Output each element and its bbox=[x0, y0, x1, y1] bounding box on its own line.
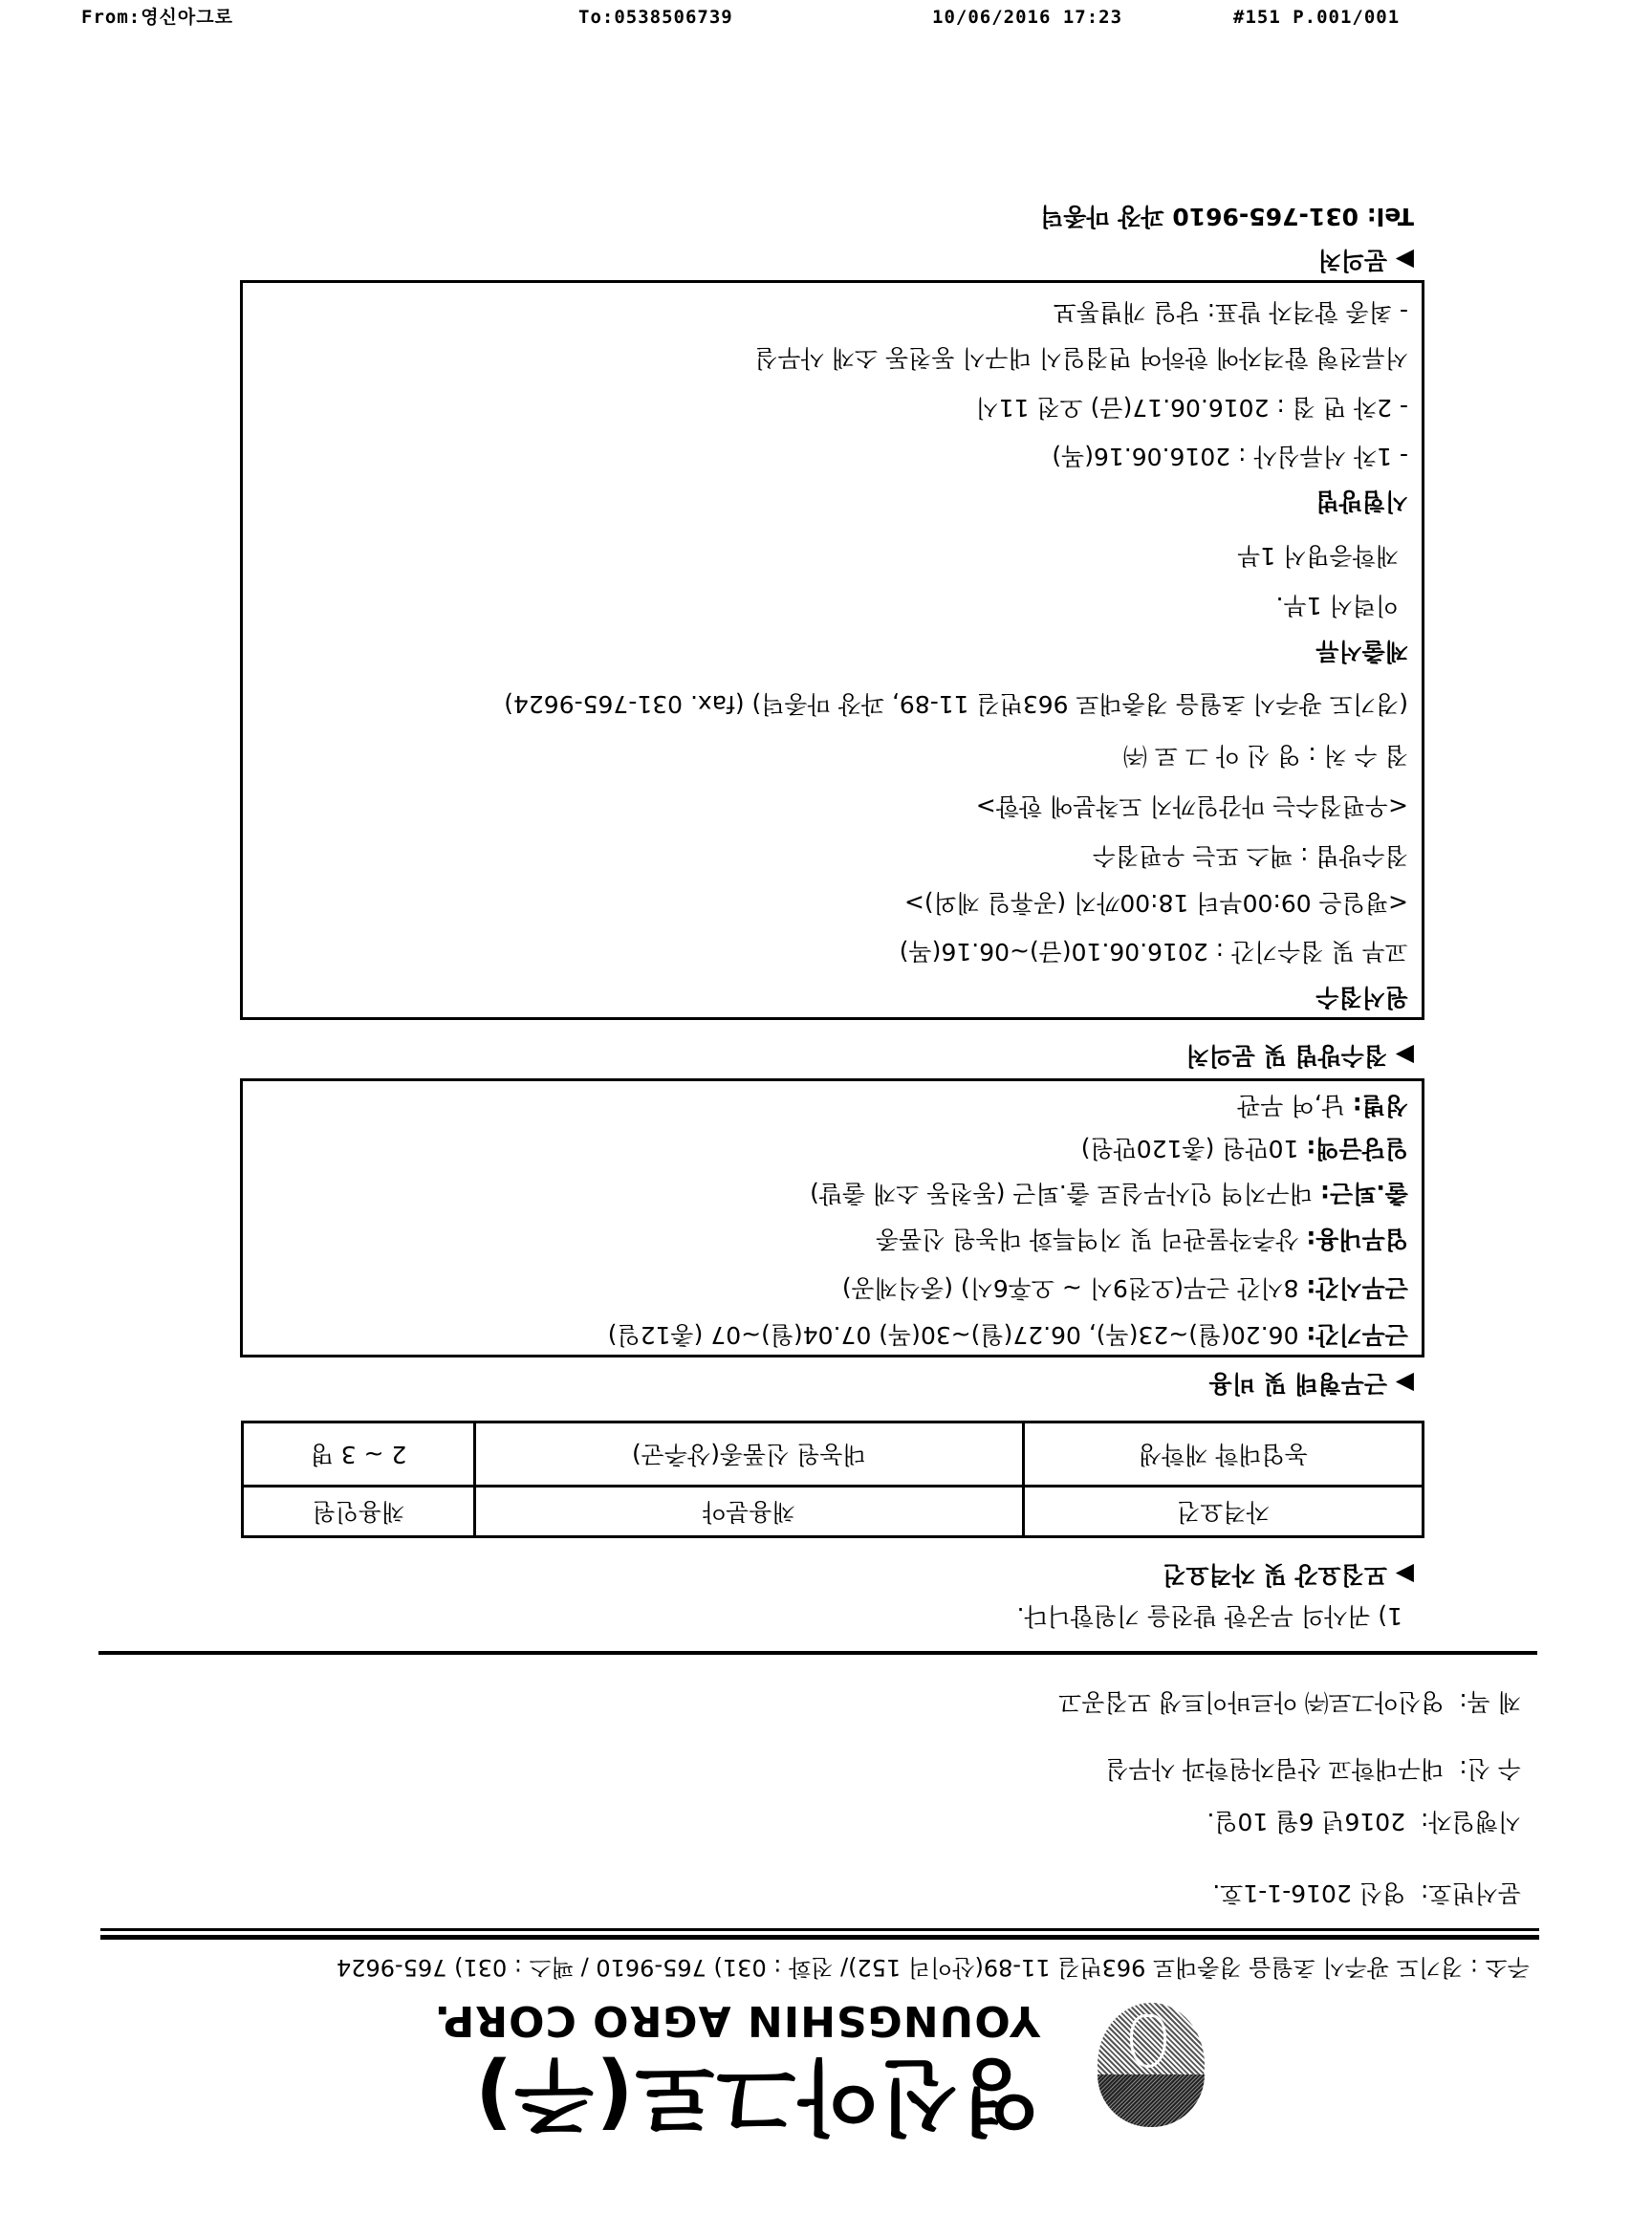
issue-date: 시행일자: 2016년 6월 10일. bbox=[1206, 1808, 1521, 1835]
document-item: 이력서 1부. bbox=[1275, 592, 1399, 619]
selection-heading: 시험방법 bbox=[1315, 488, 1408, 515]
company-logo-icon bbox=[1098, 2003, 1205, 2127]
subject: 제 목: 영신아그로㈜ 아르바이트생 모집공고 bbox=[1058, 1688, 1521, 1716]
apply-place-address: (경기도 광주시 초월읍 경충대로 963번길 11-89, 과장 마종덕) (fax. 031-765-9624) bbox=[504, 690, 1408, 718]
work-line: 출.퇴근: 대구지역 인사무실로 출.퇴근 (동천동 소재 출발) bbox=[810, 1180, 1408, 1207]
apply-method: 접수방법 : 팩스 또는 우편접수 bbox=[1092, 842, 1408, 870]
work-title: ▶ 근무형태 및 비용 bbox=[1208, 1370, 1414, 1398]
contact-title: ▶ 문의처 bbox=[1317, 247, 1414, 274]
apply-title: ▶ 접수방법 및 문의처 bbox=[1185, 1042, 1414, 1070]
table-cell: 농업대학 재학생 bbox=[1023, 1422, 1423, 1487]
recipient: 수 신: 대구대학교 산림자원학과 사무실 bbox=[1105, 1755, 1521, 1783]
work-line: 성별: 남,여 무관 bbox=[1237, 1092, 1408, 1119]
fax-to: To:0538506739 bbox=[578, 7, 733, 28]
document-item: 재학증명서 1부 bbox=[1237, 542, 1399, 570]
work-line: 근무시간: 8시간 근무(오전9시 ~ 오후6시) (중식제공) bbox=[841, 1274, 1408, 1302]
divider bbox=[100, 1928, 1539, 1931]
work-line: 업무내용: 상추작물관리 및 지역특화 대농원 신품종 bbox=[876, 1226, 1408, 1253]
apply-period: 교부 및 접수기간 : 2016.06.10(금)~06.16(목) bbox=[899, 938, 1408, 966]
apply-hours: <평일은 09:00부터 18:00까지 (공휴일 제외)> bbox=[903, 889, 1408, 917]
table-header-row bbox=[243, 1487, 1424, 1537]
apply-mail-note: <우편접수는 마감일까지 도착분에 한함> bbox=[975, 793, 1408, 820]
table-header: 자격요건 bbox=[1023, 1487, 1423, 1537]
table-header: 채용인원 bbox=[243, 1487, 475, 1537]
divider bbox=[98, 1651, 1537, 1655]
fax-from: From:영신아그로 bbox=[81, 7, 233, 28]
greeting: 1) 귀사의 무궁한 발전을 기원합니다. bbox=[1016, 1602, 1402, 1630]
work-line: 근무기간: 06.20(월)~23(목), 06.27(월)~30(목) 07.04(월)~07 (총12일) bbox=[607, 1321, 1408, 1349]
apply-place: 접 수 처 : 영 신 아 그 로 ㈜ bbox=[1122, 742, 1408, 770]
fax-page: #151 P.001/001 bbox=[1233, 7, 1401, 28]
work-box bbox=[240, 1078, 1424, 1357]
selection-step: - 2차 면 접 : 2016.06.17(금) 오전 11시 bbox=[975, 394, 1408, 422]
requirements-table bbox=[241, 1421, 1424, 1538]
selection-step: - 1차 서류심사 : 2016.06.16(목) bbox=[1052, 443, 1408, 470]
company-name-ko: 영신아그로(주) bbox=[472, 2048, 1040, 2143]
table-cell: 대농원 신품종(상추군) bbox=[474, 1422, 1023, 1487]
apply-heading: 원서접수 bbox=[1315, 984, 1408, 1011]
doc-number: 문서번호: 영신 2016-1-1호. bbox=[1212, 1879, 1521, 1907]
fax-datetime: 10/06/2016 17:23 bbox=[932, 7, 1123, 28]
selection-note: 서류전형 합격자에 한하여 면접일시 대구시 동천동 소재 사무실 bbox=[754, 344, 1408, 372]
table-header: 채용분야 bbox=[474, 1487, 1023, 1537]
selection-final: - 최종 합격자 발표: 당일 개별통보 bbox=[1053, 298, 1408, 326]
work-line: 일당금액: 10만원 (총120만원) bbox=[1080, 1135, 1408, 1162]
company-name-en: YOUNGSHIN AGRO CORP. bbox=[433, 1996, 1040, 2045]
table-row bbox=[243, 1422, 1424, 1487]
contact-phone: Tel: 031-765-9610 과장 마종덕 bbox=[1040, 203, 1414, 230]
table-cell: 2 ~ 3 명 bbox=[243, 1422, 475, 1487]
requirements-title: ▶ 모집요강 및 자격요건 bbox=[1163, 1561, 1414, 1589]
divider bbox=[100, 1935, 1539, 1940]
documents-heading: 제출서류 bbox=[1315, 638, 1408, 665]
company-address: 주소 : 경기도 광주시 초월읍 경충대로 963번길 11-89(산이리 152)/ 전화 : 031) 765-9610 / 팩스 : 031) 765-9624 bbox=[336, 1954, 1530, 1981]
